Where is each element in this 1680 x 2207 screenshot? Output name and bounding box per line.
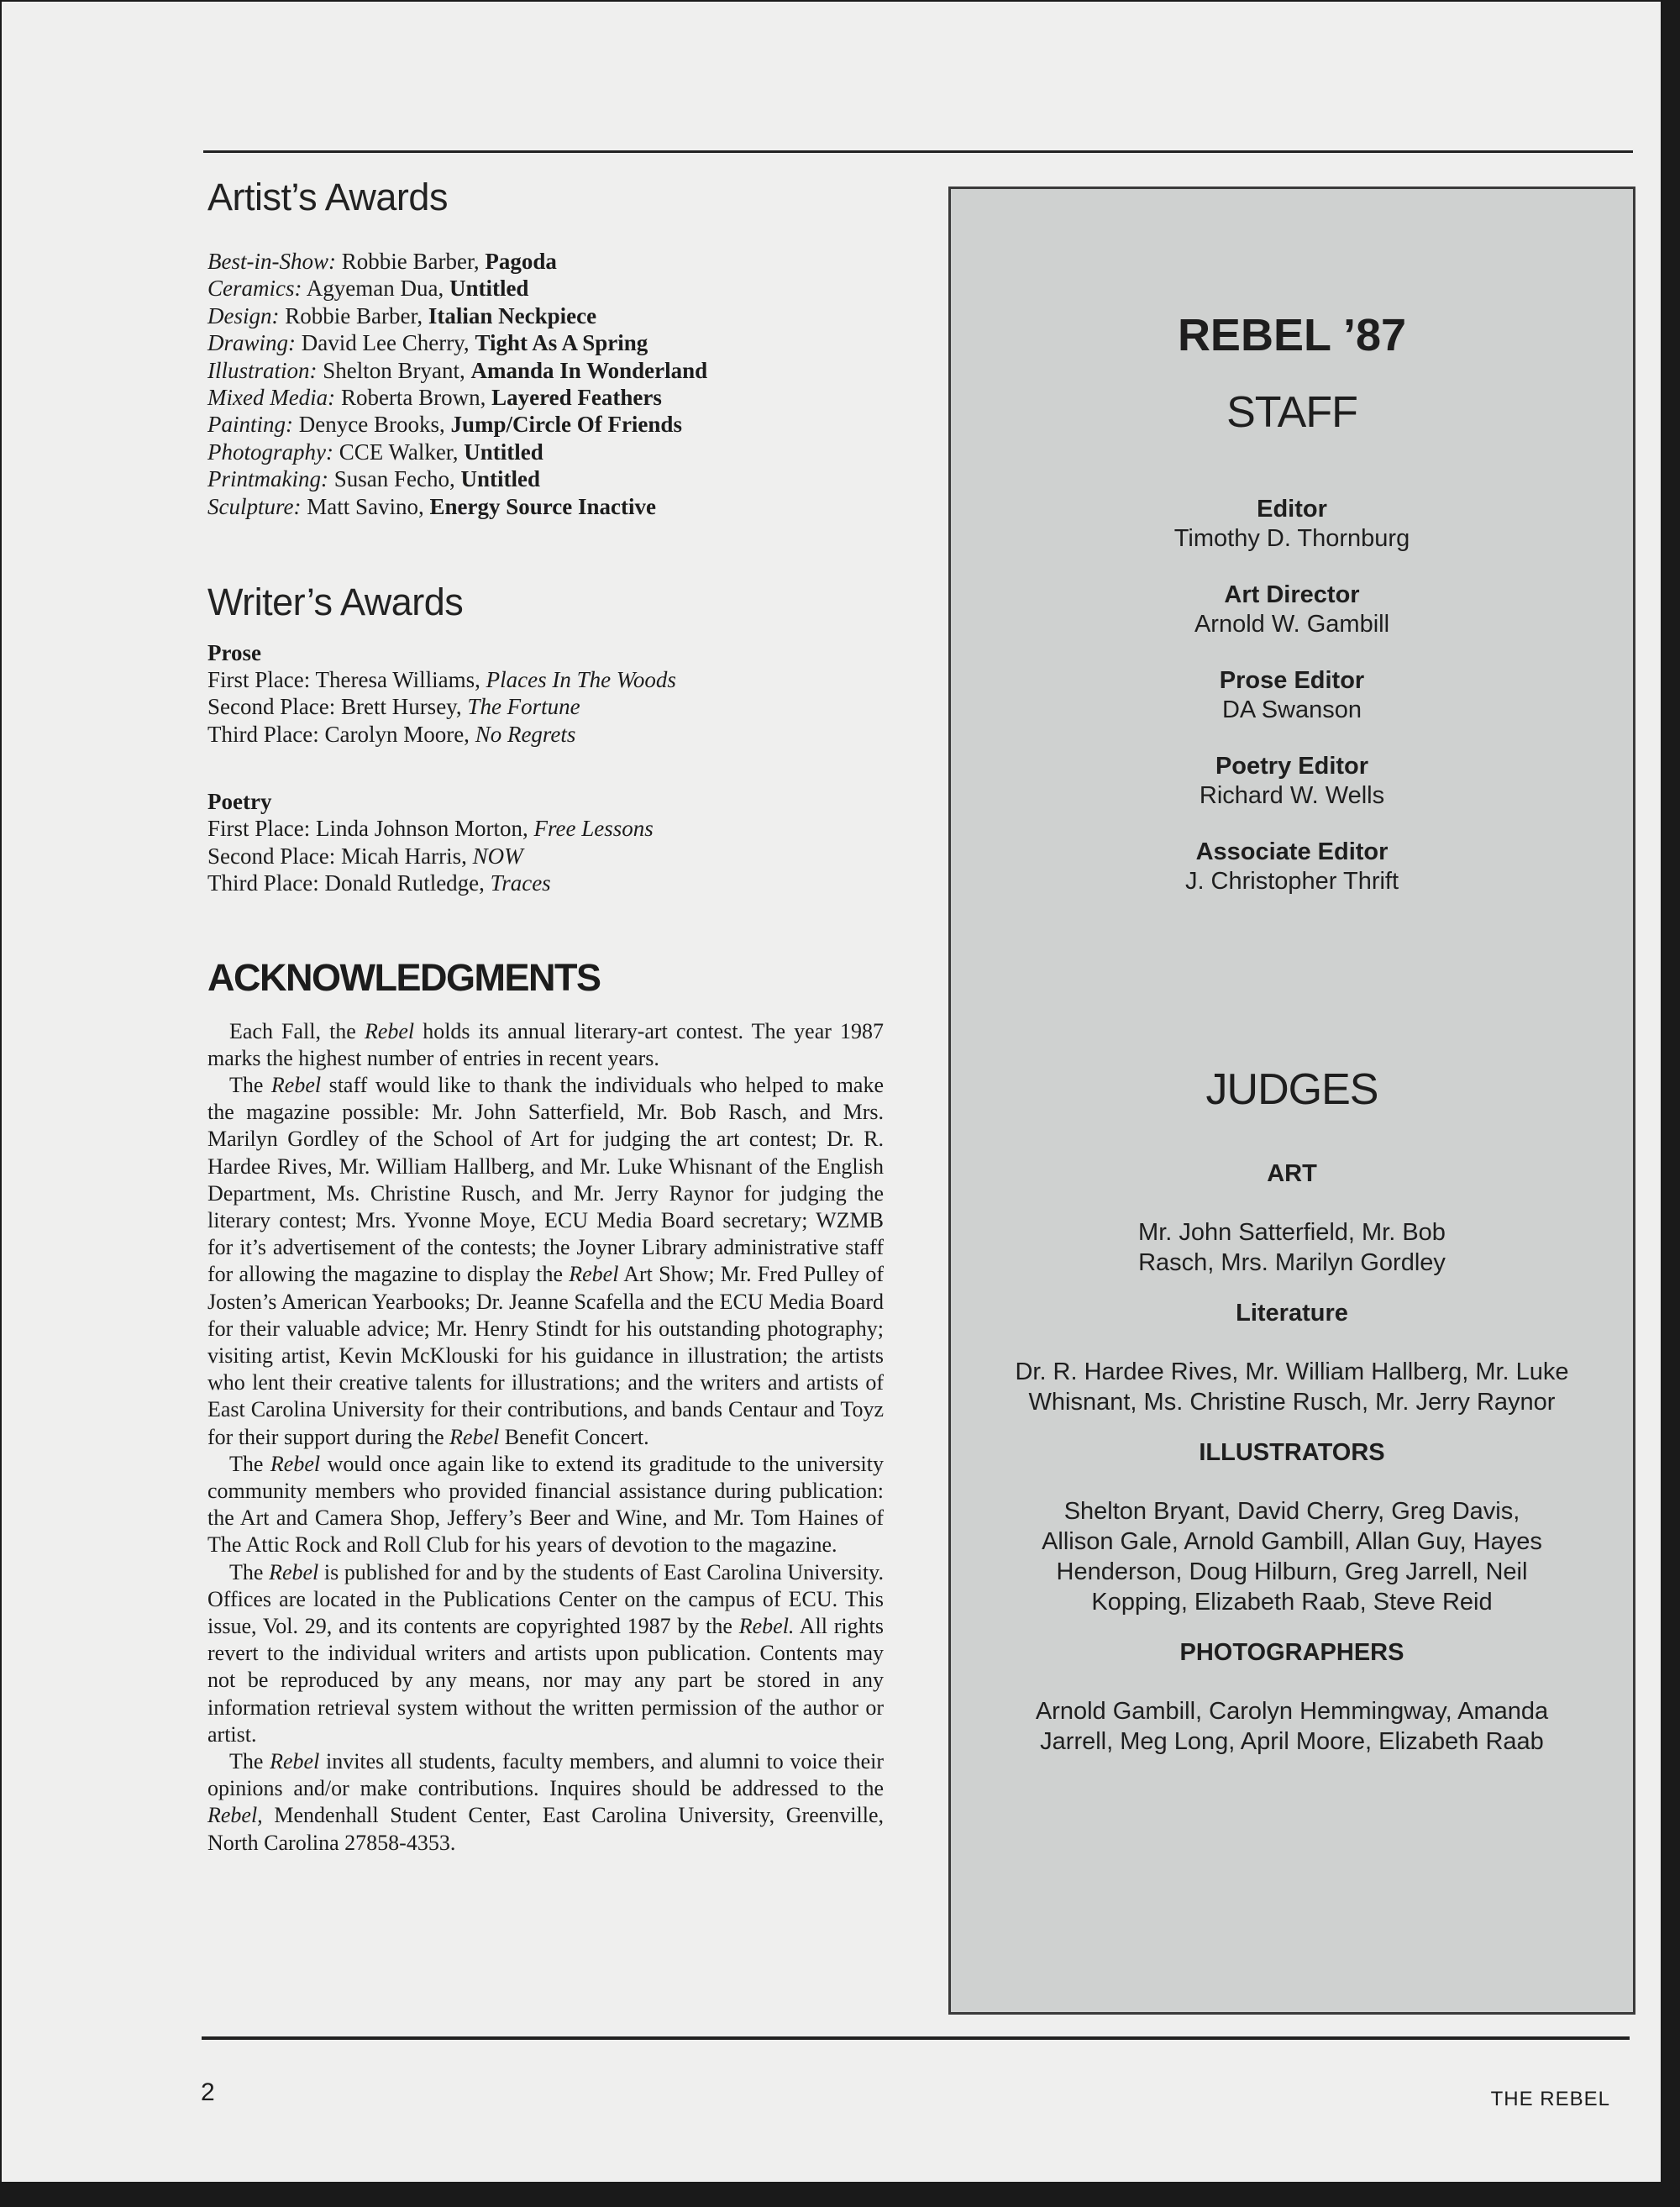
staff-name: Arnold W. Gambill: [1194, 611, 1390, 638]
ack-paragraph-3: The Rebel would once again like to extend its graditude to the university community members who provided financial assistance during publication: the Art and Camera Shop, Jeffery’s Beer and Wine, and Mr. Tom Haines of The Attic Rock and Roll Club for his years of devotion to the magazine.: [207, 1451, 885, 1558]
judges-literature-names: Dr. R. Hardee Rives, Mr. William Hallberg, Mr. Luke Whisnant, Ms. Christine Rusch, Mr. Jerry Raynor: [1015, 1358, 1569, 1416]
top-rule: [203, 150, 1633, 153]
illustrators-names: Shelton Bryant, David Cherry, Greg Davis, Allison Gale, Arnold Gambill, Allan Guy, Hayes Henderson, Doug Hilburn, Greg Jarrell, Neil Kopping, Elizabeth Raab, Steve Reid: [1042, 1498, 1542, 1616]
staff-role: Art Director: [1224, 581, 1360, 608]
ack-paragraph-1: Each Fall, the Rebel holds its annual literary-art contest. The year 1987 marks the highest number of entries in recent years.: [207, 1018, 884, 1070]
judges-art-names: Mr. John Satterfield, Mr. Bob Rasch, Mrs. Marilyn Gordley: [1138, 1219, 1446, 1276]
award-item: Best-in-Show: Robbie Barber, Pagoda: [207, 249, 557, 274]
staff-role: Editor: [1257, 496, 1327, 523]
ack-paragraph-5: The Rebel invites all students, faculty members, and alumni to voice their opinions and/or make contributions. Inquires should be addressed to the Rebel, Mendenhall Student Center, East Carolina University, Greenville, North Carolina 27858-4353.: [207, 1748, 885, 1855]
acknowledgments-heading: ACKNOWLEDGMENTS: [207, 955, 601, 999]
page-number: 2: [201, 2078, 215, 2106]
box-title: REBEL ’87: [1177, 310, 1407, 360]
photographers-names: Arnold Gambill, Carolyn Hemmingway, Amanda Jarrell, Meg Long, April Moore, Elizabeth Raab: [1035, 1698, 1549, 1755]
left-column: [207, 174, 884, 1857]
staff-name: DA Swanson: [1221, 696, 1362, 723]
award-item: Sculpture: Matt Savino, Energy Source Inactive: [207, 493, 656, 519]
award-item: Design: Robbie Barber, Italian Neckpiece: [207, 302, 597, 328]
staff-entry: [951, 495, 1633, 554]
staff-entry: [951, 666, 1633, 725]
prose-place: Second Place: Brett Hursey, The Fortune: [207, 694, 580, 720]
award-item: Printmaking: Susan Fecho, Untitled: [207, 466, 540, 492]
award-item: Ceramics: Agyeman Dua, Untitled: [207, 276, 529, 302]
poetry-place: First Place: Linda Johnson Morton, Free Lessons: [207, 816, 654, 842]
award-item: Painting: Denyce Brooks, Jump/Circle Of Friends: [207, 412, 682, 438]
acknowledgments-body: [207, 1018, 884, 1857]
staff-heading: STAFF: [1226, 388, 1357, 437]
award-item: Illustration: Shelton Bryant, Amanda In Wonderland: [207, 357, 708, 383]
prose-place: Third Place: Carolyn Moore, No Regrets: [207, 721, 576, 747]
artists-awards-list: [207, 248, 884, 520]
poetry-place: Second Place: Micah Harris, NOW: [207, 843, 523, 869]
staff-name: Richard W. Wells: [1199, 782, 1385, 809]
writers-awards-heading: Writer’s Awards: [207, 581, 464, 624]
ack-paragraph-2: The Rebel staff would like to thank the individuals who helped to make the magazine possible: Mr. John Satterfield, Mr. Bob Rasch, and Mrs. Marilyn Gordley of the School of Art for judging the art contest; Dr. R. Hardee Rives, Mr. William Hallberg, and Mr. Luke Whisnant of the English Department, Ms. Christine Rusch, and Mr. Jerry Raynor for judging the literary contest; Mrs. Yvonne Moye, ECU Media Board secretary; WZMB for it’s advertisement of the contests; the Joyner Library administrative staff for allowing the magazine to display the Rebel Art Show; Mr. Fred Pulley of Josten’s American Yearbooks; Dr. Jeanne Scafella and the ECU Media Board for their valuable advice; Mr. Henry Stindt for his outstanding photography; visiting artist, Kevin McKlouski for his guidance in illustration; the artists who lent their creative talents for illustrations; and the writers and artists of East Carolina University for their contributions, and bands Centaur and Toyz for their support during the Rebel Benefit Concert.: [207, 1072, 884, 1449]
writers-awards: [207, 579, 884, 896]
judges-literature-label: Literature: [1236, 1300, 1348, 1327]
award-item: Drawing: David Lee Cherry, Tight As A Spring: [207, 330, 648, 356]
artists-awards-heading: Artist’s Awards: [207, 176, 448, 218]
prose-label: Prose: [207, 640, 261, 666]
photographers-label: PHOTOGRAPHERS: [1179, 1639, 1404, 1666]
award-item: Mixed Media: Roberta Brown, Layered Feathers: [207, 385, 662, 411]
staff-name: Timothy D. Thornburg: [1173, 525, 1410, 552]
poetry-place: Third Place: Donald Rutledge, Traces: [207, 870, 551, 896]
ack-paragraph-4: The Rebel is published for and by the students of East Carolina University. Offices are located in the Publications Center on the campus of ECU. This issue, Vol. 29, and its contents are copyrighted 1987 by the Rebel. All rights revert to the individual writers and artists upon publication. Contents may not be reproduced by any means, nor may any part be stored in any information retrieval system without the written permission of the author or artist.: [207, 1559, 884, 1747]
staff-role: Associate Editor: [1195, 838, 1389, 865]
poetry-label: Poetry: [207, 789, 272, 815]
staff-name: J. Christopher Thrift: [1184, 868, 1399, 895]
prose-place: First Place: Theresa Williams, Places In The Woods: [207, 667, 676, 693]
staff-box: [948, 187, 1635, 2015]
staff-role: Poetry Editor: [1215, 753, 1369, 780]
judges-art-label: ART: [1267, 1160, 1317, 1187]
staff-role: Prose Editor: [1219, 667, 1365, 694]
staff-entry: [951, 581, 1633, 639]
publication-name: THE REBEL: [1490, 2088, 1610, 2110]
award-item: Photography: CCE Walker, Untitled: [207, 439, 543, 465]
judges-heading: JUDGES: [1205, 1065, 1378, 1114]
illustrators-label: ILLUSTRATORS: [1199, 1439, 1385, 1466]
staff-entry: [951, 752, 1633, 811]
staff-entry: [951, 838, 1633, 896]
bottom-rule: [202, 2036, 1630, 2040]
page: [2, 2, 1661, 2182]
